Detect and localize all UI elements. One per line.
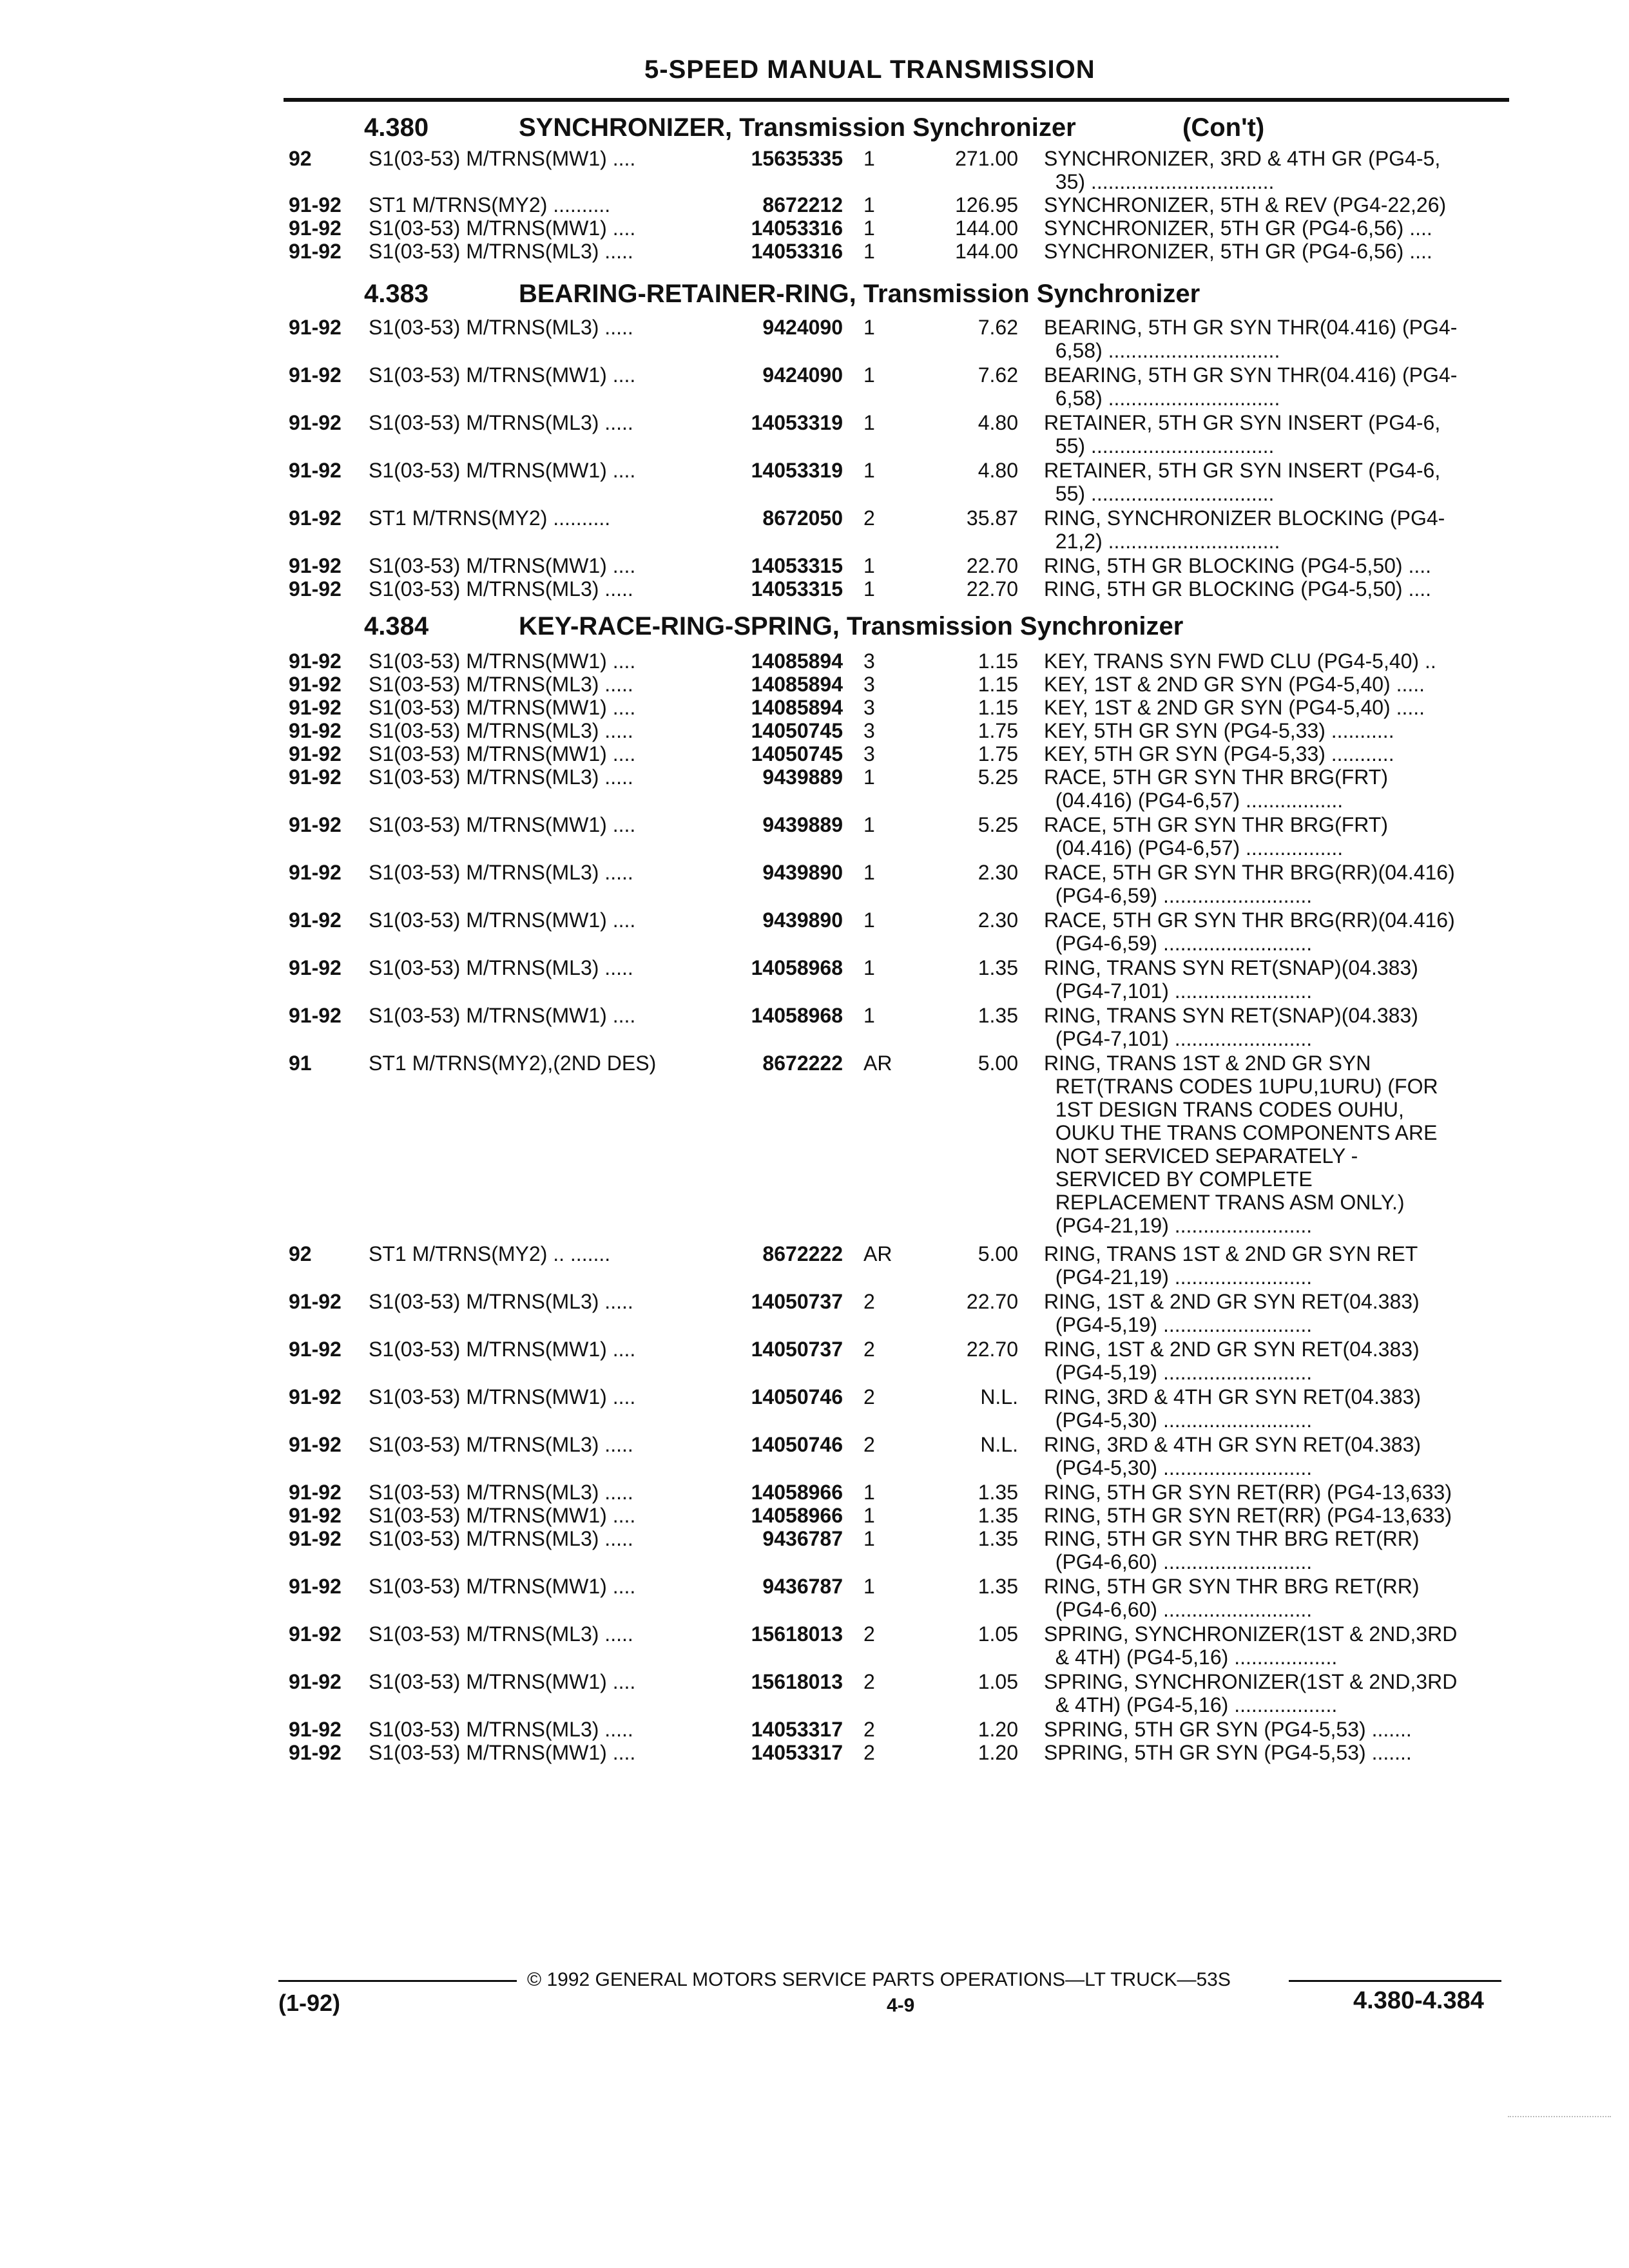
year-cell: 92 [289, 147, 312, 170]
year-cell: 91-92 [289, 1741, 342, 1764]
quantity: 1 [863, 1004, 875, 1027]
quantity: 2 [863, 1670, 875, 1693]
part-number: 9436787 [762, 1527, 843, 1550]
description: RACE, 5TH GR SYN THR BRG(RR)(04.416) (PG4-6,59) .......................... [1044, 908, 1455, 955]
description: RING, TRANS 1ST & 2ND GR SYN RET (PG4-21,19) ........................ [1044, 1242, 1418, 1289]
year-cell: 91-92 [289, 1385, 342, 1408]
description: SPRING, 5TH GR SYN (PG4-5,53) ....... [1044, 1741, 1412, 1764]
price: 1.35 [978, 1004, 1018, 1027]
description: KEY, 1ST & 2ND GR SYN (PG4-5,40) ..... [1044, 696, 1425, 719]
model-cell: S1(03-53) M/TRNS(MW1) .... [369, 696, 636, 719]
description: RING, 3RD & 4TH GR SYN RET(04.383) (PG4-5,30) .......................... [1044, 1385, 1422, 1432]
description: RING, TRANS 1ST & 2ND GR SYN RET(TRANS CODES 1UPU,1URU) (FOR 1ST DESIGN TRANS CODES OUHU, OUKU THE TRANS COMPONENTS ARE NOT SERVICED SEPARATELY - SERVICED BY COMPLETE REPLACEMENT TRANS ASM ONLY.) (PG4-21,19) ........................ [1044, 1052, 1438, 1237]
part-number: 14053315 [751, 554, 843, 577]
description: RACE, 5TH GR SYN THR BRG(RR)(04.416) (PG4-6,59) .......................... [1044, 861, 1455, 907]
quantity: 1 [863, 554, 875, 577]
model-cell: S1(03-53) M/TRNS(MW1) .... [369, 649, 636, 673]
description: RING, 1ST & 2ND GR SYN RET(04.383) (PG4-5,19) .......................... [1044, 1338, 1420, 1384]
model-cell: S1(03-53) M/TRNS(ML3) ..... [369, 411, 633, 434]
price: 1.35 [978, 1575, 1018, 1598]
price: 2.30 [978, 908, 1018, 932]
description: RETAINER, 5TH GR SYN INSERT (PG4-6, 55) ................................ [1044, 411, 1441, 457]
quantity: 1 [863, 1575, 875, 1598]
price: 4.80 [978, 411, 1018, 434]
year-cell: 91-92 [289, 1575, 342, 1598]
year-cell: 91-92 [289, 1718, 342, 1741]
quantity: 1 [863, 813, 875, 836]
part-number: 14050745 [751, 742, 843, 765]
footer-date: (1-92) [278, 1990, 341, 2016]
year-cell: 91-92 [289, 1290, 342, 1313]
year-cell: 91-92 [289, 1338, 342, 1361]
year-cell: 91-92 [289, 1481, 342, 1504]
footer-copyright: © 1992 GENERAL MOTORS SERVICE PARTS OPERATIONS—LT TRUCK—53S [527, 1969, 1231, 1990]
price: 1.15 [978, 696, 1018, 719]
model-cell: S1(03-53) M/TRNS(MW1) .... [369, 1741, 636, 1764]
quantity: 2 [863, 1622, 875, 1646]
year-cell: 91-92 [289, 861, 342, 884]
year-cell: 91-92 [289, 577, 342, 601]
part-number: 14053319 [751, 459, 843, 482]
quantity: 1 [863, 1504, 875, 1527]
part-number: 14050737 [751, 1290, 843, 1313]
price: 1.20 [978, 1741, 1018, 1764]
section-title: KEY-RACE-RING-SPRING, Transmission Synchronizer [519, 612, 1184, 640]
model-cell: S1(03-53) M/TRNS(ML3) ..... [369, 673, 633, 696]
description: SPRING, 5TH GR SYN (PG4-5,53) ....... [1044, 1718, 1412, 1741]
part-number: 8672222 [762, 1052, 843, 1075]
title-rule [284, 98, 1509, 102]
quantity: 2 [863, 1718, 875, 1741]
year-cell: 91-92 [289, 908, 342, 932]
model-cell: S1(03-53) M/TRNS(ML3) ..... [369, 1718, 633, 1741]
price: 144.00 [955, 216, 1018, 240]
model-cell: S1(03-53) M/TRNS(MW1) .... [369, 459, 636, 482]
page-title: 5-SPEED MANUAL TRANSMISSION [644, 55, 1095, 84]
price: 1.75 [978, 719, 1018, 742]
part-number: 14053319 [751, 411, 843, 434]
part-number: 8672222 [762, 1242, 843, 1265]
part-number: 14053316 [751, 216, 843, 240]
quantity: 2 [863, 1290, 875, 1313]
part-number: 14085894 [751, 673, 843, 696]
section-continued: (Con't) [1182, 113, 1265, 142]
quantity: 2 [863, 1338, 875, 1361]
model-cell: S1(03-53) M/TRNS(ML3) ..... [369, 1527, 633, 1550]
quantity: 2 [863, 1433, 875, 1456]
price: N.L. [980, 1433, 1018, 1456]
price: 35.87 [966, 506, 1018, 530]
quantity: AR [863, 1052, 892, 1075]
model-cell: S1(03-53) M/TRNS(MW1) .... [369, 216, 636, 240]
year-cell: 91-92 [289, 765, 342, 789]
description: RING, 5TH GR SYN RET(RR) (PG4-13,633) [1044, 1504, 1452, 1527]
year-cell: 91-92 [289, 649, 342, 673]
description: RETAINER, 5TH GR SYN INSERT (PG4-6, 55) ................................ [1044, 459, 1441, 505]
model-cell: ST1 M/TRNS(MY2) .......... [369, 193, 611, 216]
year-cell: 91-92 [289, 1433, 342, 1456]
price: 1.75 [978, 742, 1018, 765]
quantity: 1 [863, 1527, 875, 1550]
description: SYNCHRONIZER, 5TH GR (PG4-6,56) .... [1044, 240, 1432, 263]
model-cell: S1(03-53) M/TRNS(MW1) .... [369, 1670, 636, 1693]
price: 1.35 [978, 1527, 1018, 1550]
section-title: SYNCHRONIZER, Transmission Synchronizer [519, 113, 1076, 142]
quantity: 1 [863, 1481, 875, 1504]
quantity: 2 [863, 1741, 875, 1764]
quantity: 1 [863, 459, 875, 482]
part-number: 9436787 [762, 1575, 843, 1598]
page-number: 4-9 [887, 1995, 915, 2016]
price: 22.70 [966, 1290, 1018, 1313]
price: 5.00 [978, 1052, 1018, 1075]
price: 1.35 [978, 1504, 1018, 1527]
description: RING, 1ST & 2ND GR SYN RET(04.383) (PG4-5,19) .......................... [1044, 1290, 1420, 1336]
price: 5.25 [978, 813, 1018, 836]
description: RING, 5TH GR SYN THR BRG RET(RR) (PG4-6,60) .......................... [1044, 1527, 1420, 1573]
model-cell: S1(03-53) M/TRNS(ML3) ..... [369, 316, 633, 339]
description: RACE, 5TH GR SYN THR BRG(FRT) (04.416) (PG4-6,57) ................. [1044, 765, 1388, 812]
description: BEARING, 5TH GR SYN THR(04.416) (PG4- 6,58) .............................. [1044, 316, 1458, 362]
model-cell: S1(03-53) M/TRNS(ML3) ..... [369, 1481, 633, 1504]
model-cell: S1(03-53) M/TRNS(ML3) ..... [369, 240, 633, 263]
year-cell: 91-92 [289, 411, 342, 434]
year-cell: 91-92 [289, 956, 342, 979]
part-number: 14058968 [751, 1004, 843, 1027]
description: KEY, 1ST & 2ND GR SYN (PG4-5,40) ..... [1044, 673, 1425, 696]
part-number: 9424090 [762, 316, 843, 339]
price: 7.62 [978, 363, 1018, 387]
model-cell: S1(03-53) M/TRNS(ML3) ..... [369, 719, 633, 742]
model-cell: S1(03-53) M/TRNS(MW1) .... [369, 1504, 636, 1527]
section-number: 4.383 [364, 280, 429, 308]
price: 271.00 [955, 147, 1018, 170]
description: SYNCHRONIZER, 5TH & REV (PG4-22,26) [1044, 193, 1447, 216]
model-cell: S1(03-53) M/TRNS(MW1) .... [369, 1385, 636, 1408]
description: RING, 3RD & 4TH GR SYN RET(04.383) (PG4-5,30) .......................... [1044, 1433, 1422, 1479]
model-cell: S1(03-53) M/TRNS(ML3) ..... [369, 1290, 633, 1313]
part-number: 14053317 [751, 1718, 843, 1741]
part-number: 15618013 [751, 1670, 843, 1693]
quantity: 1 [863, 908, 875, 932]
description: RING, 5TH GR BLOCKING (PG4-5,50) .... [1044, 577, 1432, 601]
quantity: 1 [863, 216, 875, 240]
price: 7.62 [978, 316, 1018, 339]
part-number: 14050746 [751, 1385, 843, 1408]
year-cell: 91-92 [289, 813, 342, 836]
price: 126.95 [955, 193, 1018, 216]
quantity: 1 [863, 316, 875, 339]
model-cell: S1(03-53) M/TRNS(MW1) .... [369, 363, 636, 387]
quantity: AR [863, 1242, 892, 1265]
model-cell: ST1 M/TRNS(MY2) .......... [369, 506, 611, 530]
quantity: 3 [863, 719, 875, 742]
price: 22.70 [966, 1338, 1018, 1361]
quantity: 1 [863, 193, 875, 216]
part-number: 9439889 [762, 765, 843, 789]
quantity: 3 [863, 696, 875, 719]
year-cell: 91-92 [289, 459, 342, 482]
quantity: 2 [863, 1385, 875, 1408]
description: RACE, 5TH GR SYN THR BRG(FRT) (04.416) (PG4-6,57) ................. [1044, 813, 1388, 860]
year-cell: 91-92 [289, 363, 342, 387]
part-number: 14050745 [751, 719, 843, 742]
part-number: 14058966 [751, 1481, 843, 1504]
part-number: 9424090 [762, 363, 843, 387]
footer-rule [278, 1980, 517, 1982]
part-number: 9439889 [762, 813, 843, 836]
model-cell: S1(03-53) M/TRNS(ML3) ..... [369, 765, 633, 789]
price: 1.35 [978, 1481, 1018, 1504]
price: 1.35 [978, 956, 1018, 979]
description: RING, SYNCHRONIZER BLOCKING (PG4- 21,2) .............................. [1044, 506, 1445, 553]
part-number: 14050737 [751, 1338, 843, 1361]
part-number: 14085894 [751, 649, 843, 673]
quantity: 1 [863, 240, 875, 263]
model-cell: S1(03-53) M/TRNS(MW1) .... [369, 742, 636, 765]
year-cell: 91-92 [289, 673, 342, 696]
price: 4.80 [978, 459, 1018, 482]
year-cell: 91-92 [289, 506, 342, 530]
quantity: 3 [863, 673, 875, 696]
part-number: 14053317 [751, 1741, 843, 1764]
price: 1.20 [978, 1718, 1018, 1741]
quantity: 1 [863, 956, 875, 979]
model-cell: S1(03-53) M/TRNS(MW1) .... [369, 147, 636, 170]
model-cell: S1(03-53) M/TRNS(ML3) ..... [369, 1622, 633, 1646]
price: 22.70 [966, 554, 1018, 577]
year-cell: 91-92 [289, 1527, 342, 1550]
part-number: 8672050 [762, 506, 843, 530]
section-title: BEARING-RETAINER-RING, Transmission Synchronizer [519, 280, 1200, 308]
quantity: 3 [863, 742, 875, 765]
model-cell: S1(03-53) M/TRNS(MW1) .... [369, 813, 636, 836]
description: RING, 5TH GR SYN RET(RR) (PG4-13,633) [1044, 1481, 1452, 1504]
year-cell: 91-92 [289, 1004, 342, 1027]
price: 1.05 [978, 1622, 1018, 1646]
quantity: 1 [863, 861, 875, 884]
year-cell: 91-92 [289, 1504, 342, 1527]
year-cell: 91-92 [289, 742, 342, 765]
price: 1.15 [978, 649, 1018, 673]
model-cell: ST1 M/TRNS(MY2) .. ....... [369, 1242, 611, 1265]
price: 5.00 [978, 1242, 1018, 1265]
model-cell: ST1 M/TRNS(MY2),(2ND DES) [369, 1052, 657, 1075]
part-number: 14058968 [751, 956, 843, 979]
part-number: 15635335 [751, 147, 843, 170]
quantity: 1 [863, 577, 875, 601]
description: RING, TRANS SYN RET(SNAP)(04.383) (PG4-7,101) ........................ [1044, 956, 1418, 1003]
price: 144.00 [955, 240, 1018, 263]
price: 22.70 [966, 577, 1018, 601]
year-cell: 91-92 [289, 1622, 342, 1646]
description: KEY, 5TH GR SYN (PG4-5,33) ........... [1044, 719, 1394, 742]
year-cell: 91-92 [289, 216, 342, 240]
model-cell: S1(03-53) M/TRNS(MW1) .... [369, 1338, 636, 1361]
part-number: 9439890 [762, 861, 843, 884]
year-cell: 91 [289, 1052, 312, 1075]
price: 2.30 [978, 861, 1018, 884]
description: SYNCHRONIZER, 5TH GR (PG4-6,56) .... [1044, 216, 1432, 240]
model-cell: S1(03-53) M/TRNS(MW1) .... [369, 908, 636, 932]
description: RING, 5TH GR SYN THR BRG RET(RR) (PG4-6,60) .......................... [1044, 1575, 1420, 1621]
description: BEARING, 5TH GR SYN THR(04.416) (PG4- 6,58) .............................. [1044, 363, 1458, 410]
footer-rule [1289, 1980, 1501, 1982]
description: SPRING, SYNCHRONIZER(1ST & 2ND,3RD & 4TH) (PG4-5,16) .................. [1044, 1670, 1458, 1716]
model-cell: S1(03-53) M/TRNS(ML3) ..... [369, 1433, 633, 1456]
model-cell: S1(03-53) M/TRNS(MW1) .... [369, 1004, 636, 1027]
quantity: 1 [863, 411, 875, 434]
model-cell: S1(03-53) M/TRNS(ML3) ..... [369, 577, 633, 601]
model-cell: S1(03-53) M/TRNS(ML3) ..... [369, 956, 633, 979]
section-range: 4.380-4.384 [1353, 1987, 1484, 2014]
year-cell: 91-92 [289, 554, 342, 577]
section-number: 4.384 [364, 612, 429, 640]
quantity: 1 [863, 765, 875, 789]
quantity: 1 [863, 147, 875, 170]
quantity: 1 [863, 363, 875, 387]
description: KEY, TRANS SYN FWD CLU (PG4-5,40) .. [1044, 649, 1436, 673]
description: KEY, 5TH GR SYN (PG4-5,33) ........... [1044, 742, 1394, 765]
part-number: 14053316 [751, 240, 843, 263]
year-cell: 92 [289, 1242, 312, 1265]
description: RING, 5TH GR BLOCKING (PG4-5,50) .... [1044, 554, 1432, 577]
year-cell: 91-92 [289, 1670, 342, 1693]
quantity: 3 [863, 649, 875, 673]
model-cell: S1(03-53) M/TRNS(ML3) ..... [369, 861, 633, 884]
year-cell: 91-92 [289, 719, 342, 742]
price: 1.05 [978, 1670, 1018, 1693]
part-number: 9439890 [762, 908, 843, 932]
year-cell: 91-92 [289, 240, 342, 263]
quantity: 2 [863, 506, 875, 530]
part-number: 15618013 [751, 1622, 843, 1646]
part-number: 14053315 [751, 577, 843, 601]
description: SPRING, SYNCHRONIZER(1ST & 2ND,3RD & 4TH) (PG4-5,16) .................. [1044, 1622, 1458, 1669]
part-number: 8672212 [762, 193, 843, 216]
part-number: 14085894 [751, 696, 843, 719]
year-cell: 91-92 [289, 316, 342, 339]
part-number: 14058966 [751, 1504, 843, 1527]
price: 1.15 [978, 673, 1018, 696]
model-cell: S1(03-53) M/TRNS(MW1) .... [369, 1575, 636, 1598]
price: N.L. [980, 1385, 1018, 1408]
price: 5.25 [978, 765, 1018, 789]
scan-mark [1508, 2116, 1611, 2117]
part-number: 14050746 [751, 1433, 843, 1456]
section-number: 4.380 [364, 113, 429, 142]
year-cell: 91-92 [289, 193, 342, 216]
year-cell: 91-92 [289, 696, 342, 719]
description: SYNCHRONIZER, 3RD & 4TH GR (PG4-5, 35) ................................ [1044, 147, 1441, 193]
model-cell: S1(03-53) M/TRNS(MW1) .... [369, 554, 636, 577]
description: RING, TRANS SYN RET(SNAP)(04.383) (PG4-7,101) ........................ [1044, 1004, 1418, 1050]
